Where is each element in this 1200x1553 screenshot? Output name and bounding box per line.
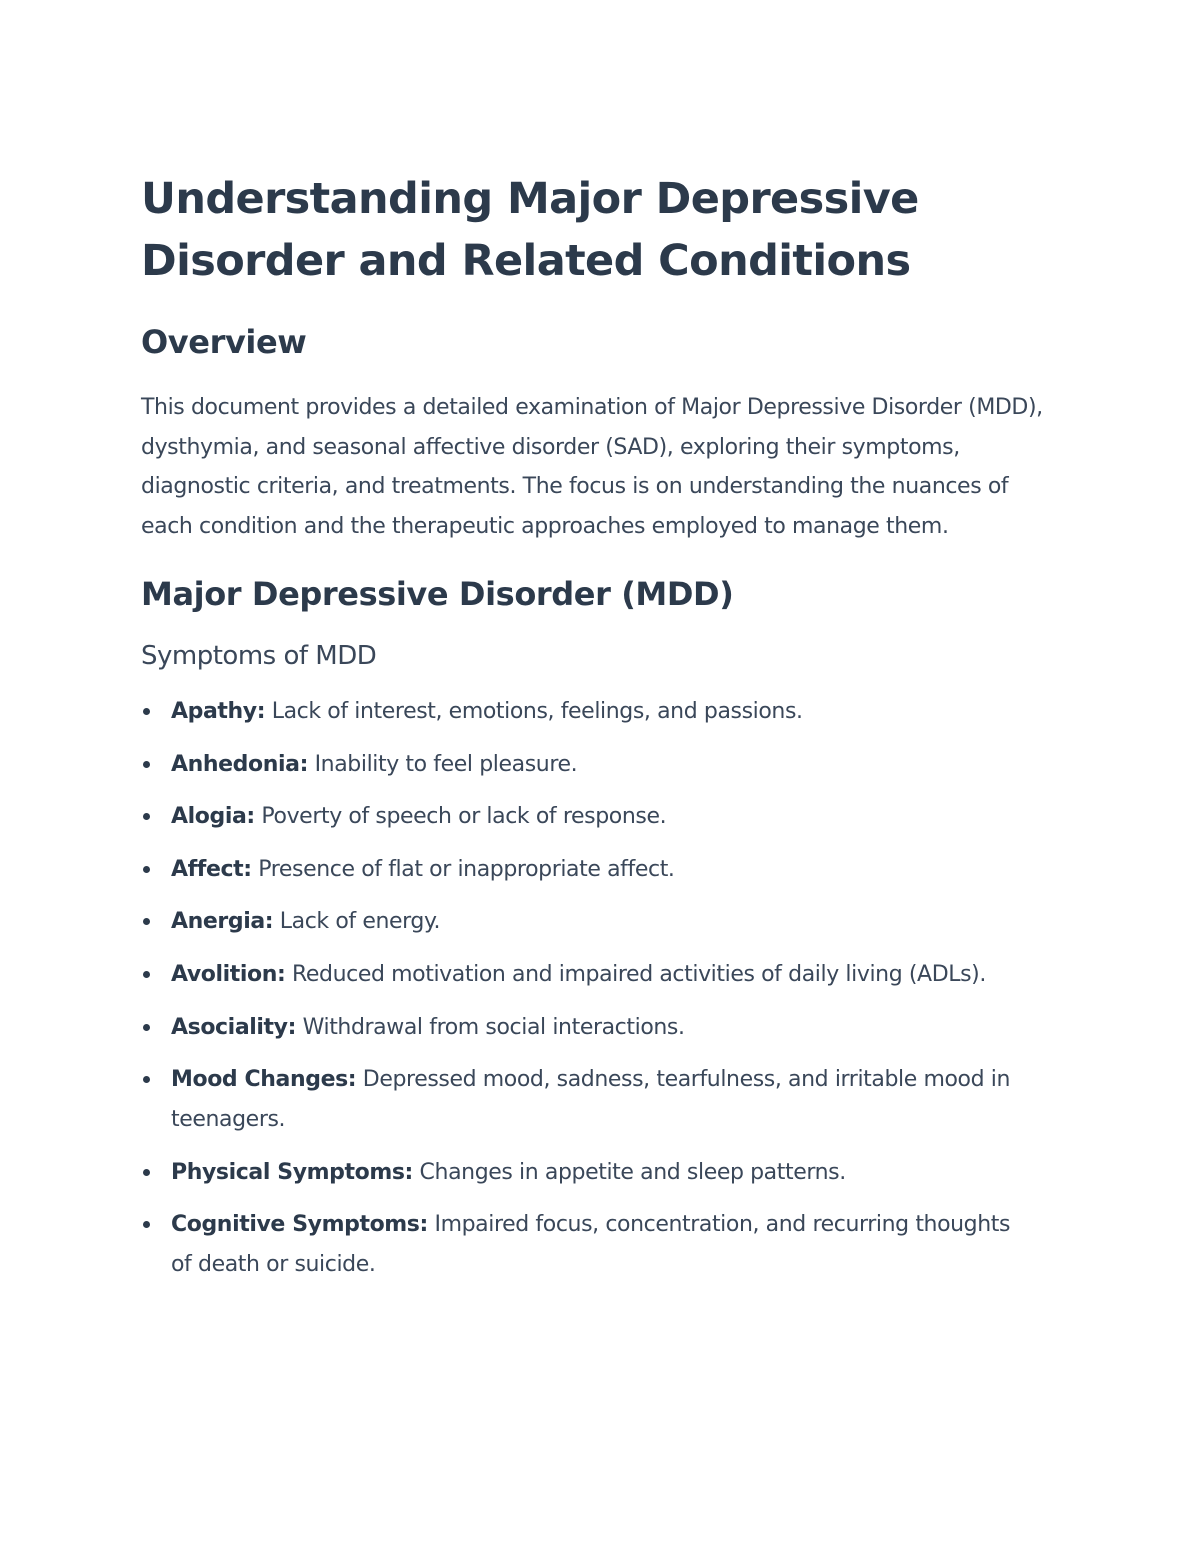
symptom-description: Withdrawal from social interactions. bbox=[296, 1014, 685, 1040]
list-item bbox=[141, 955, 1021, 995]
symptom-term: Anhedonia: bbox=[171, 751, 308, 777]
symptom-term: Physical Symptoms: bbox=[171, 1159, 413, 1185]
bullet-icon bbox=[143, 1221, 150, 1228]
document-page bbox=[141, 168, 1061, 1298]
mdd-heading: Major Depressive Disorder (MDD) bbox=[141, 575, 734, 613]
symptom-description: Changes in appetite and sleep patterns. bbox=[412, 1159, 846, 1185]
symptom-description: Inability to feel pleasure. bbox=[307, 751, 578, 777]
symptom-description: Presence of flat or inappropriate affect. bbox=[251, 856, 675, 882]
symptom-description: Poverty of speech or lack of response. bbox=[254, 804, 667, 830]
list-item bbox=[141, 850, 1021, 890]
symptom-term: Anergia: bbox=[171, 909, 274, 935]
symptom-term: Affect: bbox=[171, 856, 252, 882]
symptom-term: Avolition: bbox=[171, 961, 286, 987]
list-item bbox=[141, 1153, 1021, 1193]
list-item bbox=[141, 797, 1021, 837]
symptom-description: Reduced motivation and impaired activities of daily living (ADLs). bbox=[285, 961, 986, 987]
list-item bbox=[141, 1060, 1021, 1140]
bullet-icon bbox=[143, 761, 150, 768]
overview-heading: Overview bbox=[141, 323, 307, 361]
bullet-icon bbox=[143, 1169, 150, 1176]
document-title: Understanding Major Depressive Disorder and Related Conditions bbox=[141, 174, 919, 286]
list-item bbox=[141, 745, 1021, 785]
bullet-icon bbox=[143, 918, 150, 925]
bullet-icon bbox=[143, 1024, 150, 1031]
symptom-description: Lack of interest, emotions, feelings, and passions. bbox=[265, 699, 803, 724]
mdd-symptoms-list bbox=[141, 692, 1061, 1285]
symptom-description: Lack of energy. bbox=[273, 909, 441, 935]
list-item bbox=[141, 902, 1021, 942]
list-item bbox=[141, 1008, 1021, 1048]
symptom-term: Asociality: bbox=[171, 1014, 297, 1040]
symptom-term: Mood Changes: bbox=[171, 1067, 357, 1093]
bullet-icon bbox=[143, 708, 150, 715]
bullet-icon bbox=[143, 1076, 150, 1083]
list-item bbox=[141, 692, 1021, 732]
mdd-symptoms-heading: Symptoms of MDD bbox=[141, 641, 377, 671]
symptom-description: Depressed mood, sadness, tearfulness, and irritable mood in teenagers. bbox=[171, 1067, 1011, 1133]
list-item bbox=[141, 1205, 1021, 1285]
bullet-icon bbox=[143, 813, 150, 820]
symptom-description: Impaired focus, concentration, and recurring thoughts of death or suicide. bbox=[171, 1212, 1011, 1278]
symptom-term: Alogia: bbox=[171, 804, 255, 830]
overview-paragraph: This document provides a detailed examination of Major Depressive Disorder (MDD), dysthymia, and seasonal affective disorder (SAD), exploring their symptoms, diagnostic criteria, and treatments. The focus is on understanding the nuances of each condition and the therapeutic approaches employed to manage them. bbox=[141, 395, 1043, 539]
symptom-term: Cognitive Symptoms: bbox=[171, 1212, 428, 1238]
bullet-icon bbox=[143, 971, 150, 978]
symptom-term: Apathy: bbox=[171, 699, 266, 724]
bullet-icon bbox=[143, 866, 150, 873]
